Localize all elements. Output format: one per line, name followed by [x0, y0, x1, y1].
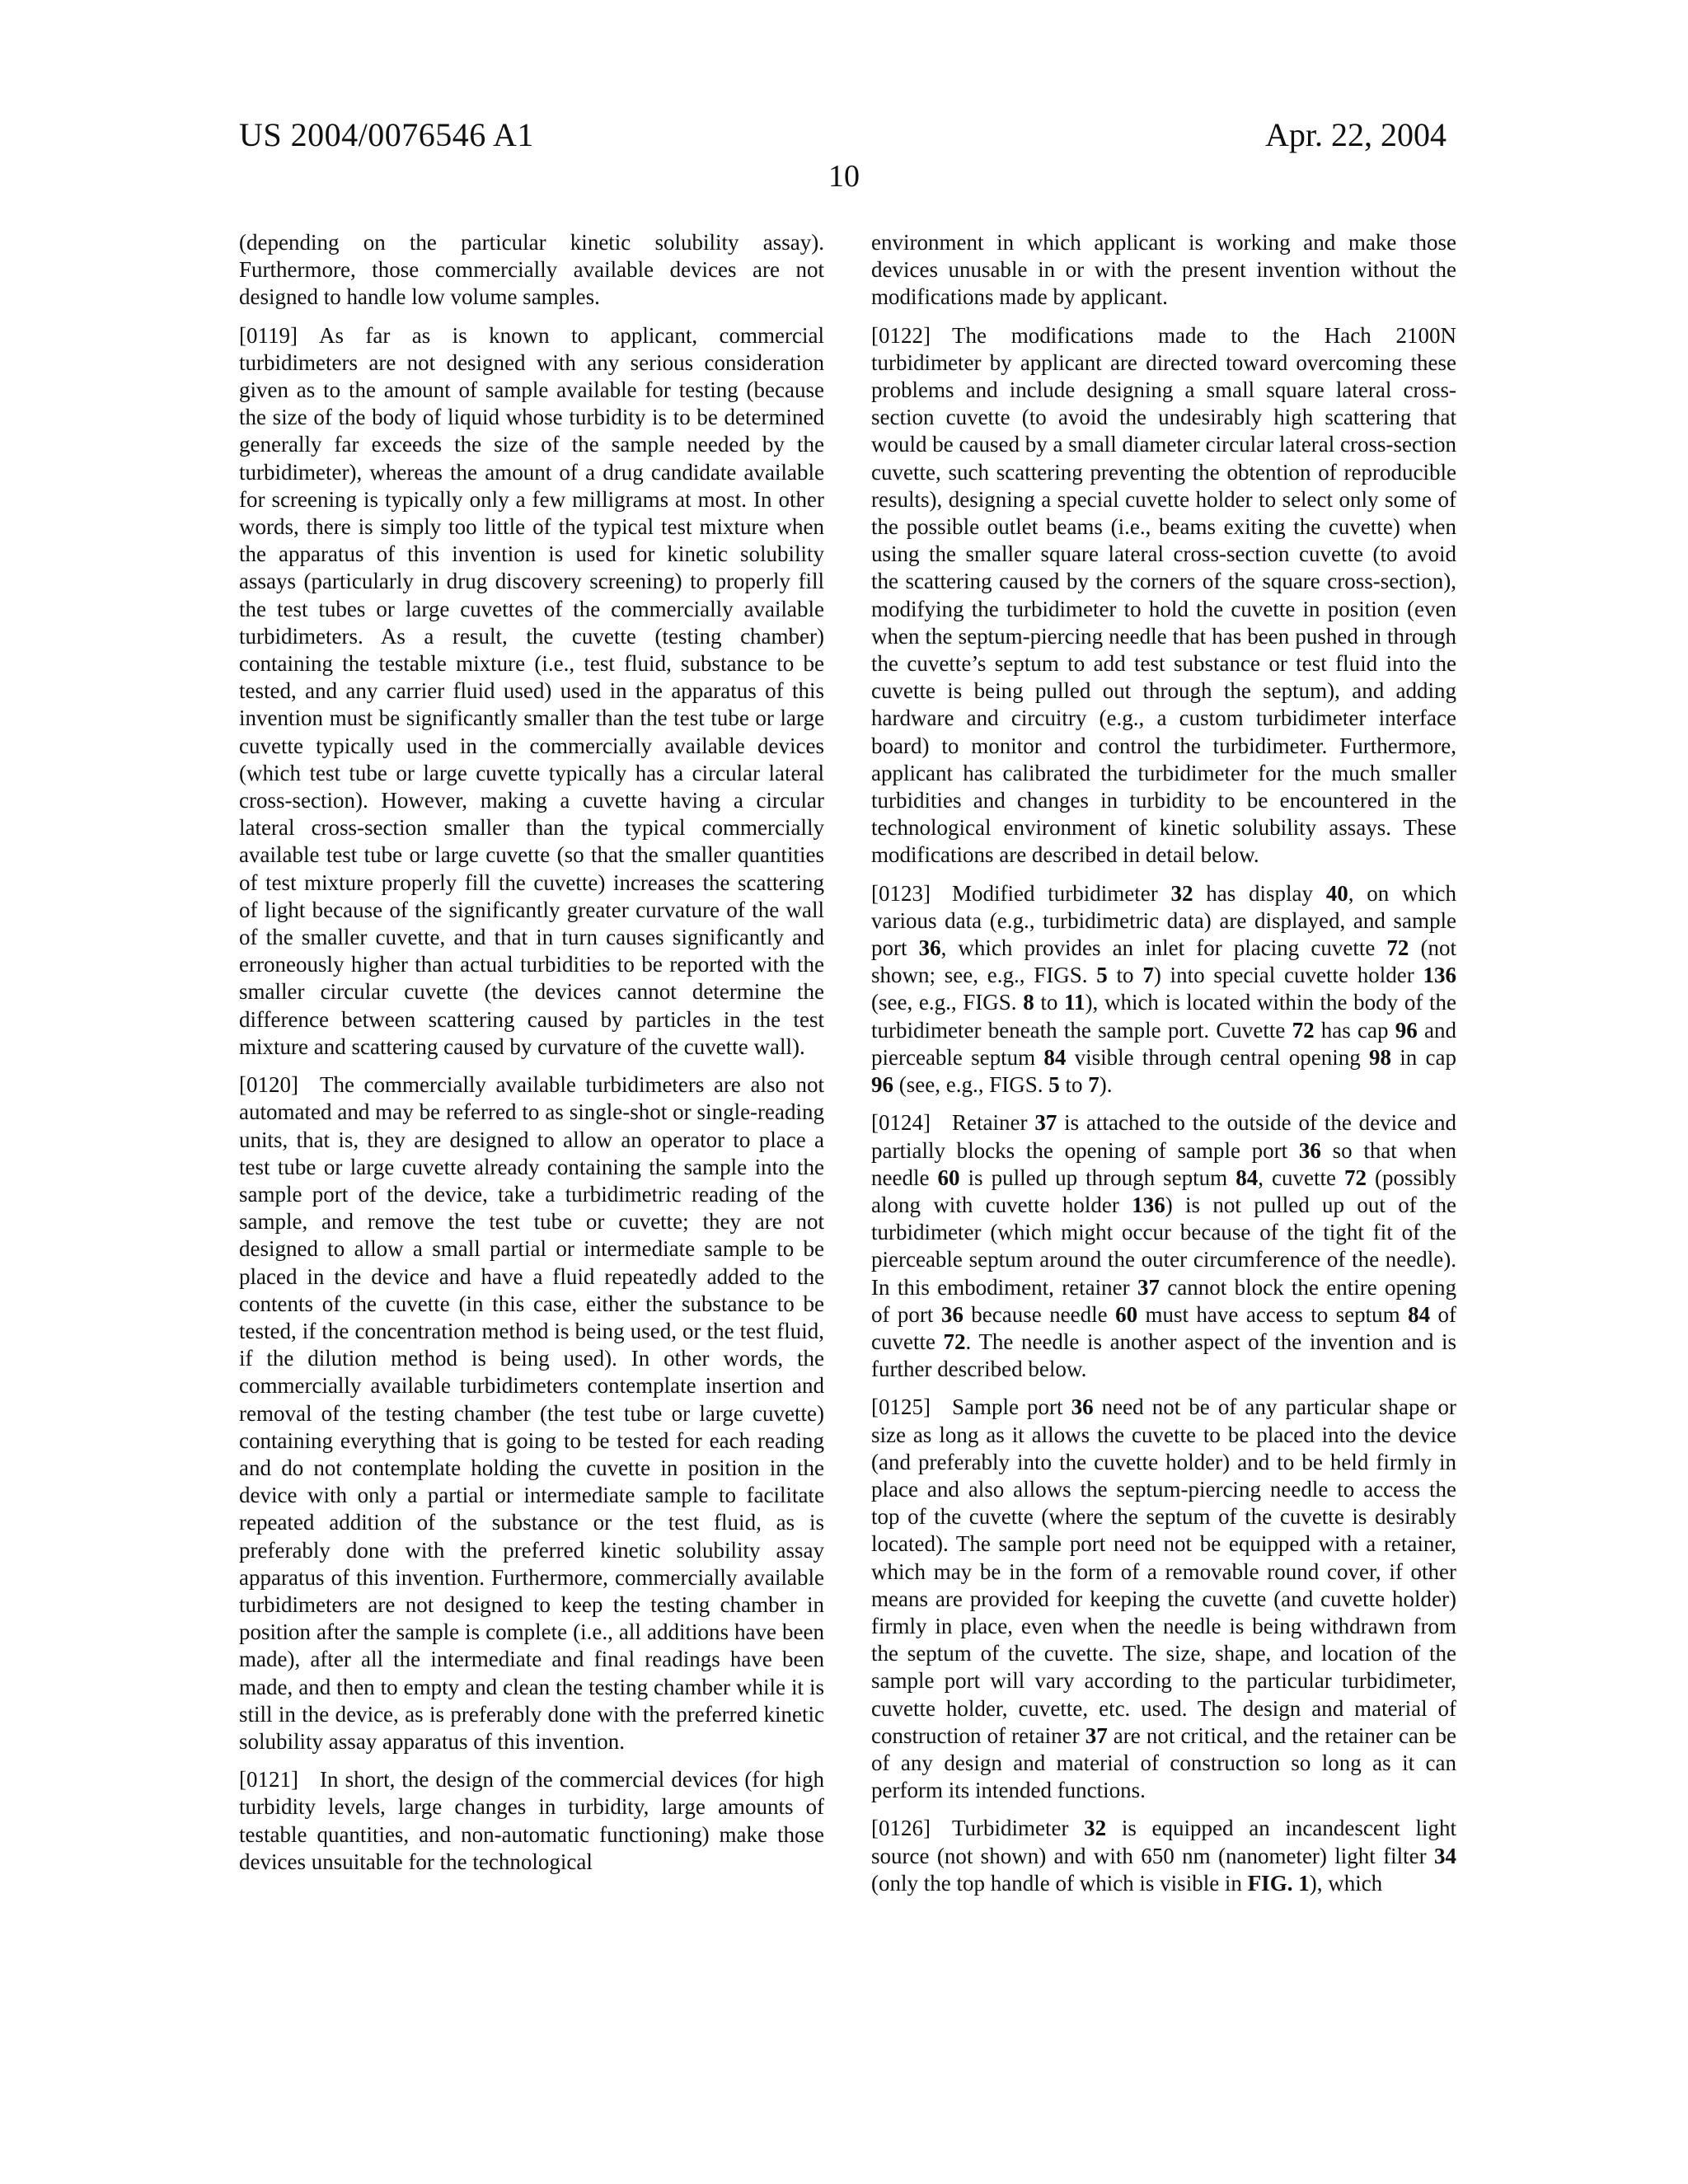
- reference-numeral: 136: [1423, 963, 1456, 988]
- reference-numeral: 36: [1071, 1394, 1094, 1420]
- figure-reference: FIG. 1: [1247, 1870, 1310, 1896]
- paragraph-0119: [239, 322, 824, 1061]
- reference-numeral: 60: [1115, 1301, 1138, 1327]
- page-number: 10: [828, 159, 860, 194]
- text-run: ) into special cuvette holder: [1153, 963, 1423, 988]
- figure-reference: 8: [1023, 990, 1034, 1015]
- text-run: Modified turbidimeter: [951, 880, 1171, 906]
- figure-reference: 5: [1048, 1072, 1060, 1098]
- reference-numeral: 84: [1236, 1165, 1259, 1190]
- figure-reference: 5: [1096, 963, 1108, 988]
- text-run: is equipped an incandescent light source (not shown) and with 650 nm (nanometer) light filter: [871, 1816, 1456, 1868]
- reference-numeral: 60: [937, 1165, 960, 1190]
- reference-numeral: 36: [1298, 1137, 1321, 1163]
- text-run: (possibly along with cuvette holder: [871, 1165, 1457, 1217]
- paragraph-0120: [239, 1071, 824, 1755]
- text-run: . The needle is another aspect of the invention and is further described below.: [871, 1329, 1456, 1382]
- text-run: to: [1107, 963, 1143, 988]
- paragraph-text: As far as is known to applicant, commercial turbidimeters are not designed with any serious consideration given as to the amount of sample available for testing (because the size of the body of liquid whose turbidity is to be determined generally far exceeds the size of the sample needed by the turbidimeter), whereas the amount of a drug candidate available for screening is typically only a few milligrams at most. In other words, there is simply too little of the typical test mixture when the apparatus of this invention is used for kinetic solubility assays (particularly in drug discovery screening) to properly fill the test tubes or large cuvettes of the commercially available turbidimeters. As a result, the cuvette (testing chamber) containing the testable mixture (i.e., test fluid, substance to be tested, and any carrier fluid used) used in the apparatus of this invention must be significantly smaller than the test tube or large cuvette typically used in the commercially available devices (which test tube or large cuvette typically has a circular lateral cross-section). However, making a cuvette having a circular lateral cross-section smaller than the typical commercially available test tube or large cuvette (so that the smaller quantities of test mixture properly fill the cuvette) increases the scattering of light because of the significantly greater curvature of the wall of the smaller cuvette, and that in turn causes significantly and erroneously higher than actual turbidities to be reported with the smaller circular cuvette (the devices cannot determine the difference between scattering caused by particles in the test mixture and scattering caused by curvature of the cuvette wall).: [239, 322, 824, 1059]
- text-run: (see, e.g., FIGS.: [893, 1072, 1049, 1098]
- reference-numeral: 37: [1085, 1722, 1108, 1748]
- reference-numeral: 96: [871, 1072, 893, 1098]
- text-run: is attached to the outside of the device and partially blocks the opening of sample port: [871, 1110, 1456, 1163]
- paragraph-number: [0122]: [871, 322, 931, 348]
- reference-numeral: 96: [1395, 1017, 1418, 1043]
- text-run: ), which is located within the body of the turbidimeter beneath the sample port. Cuvette: [871, 990, 1456, 1043]
- paragraph-text: In short, the design of the commercial devices (for high turbidity levels, large changes in turbidity, large amounts of testable quantities, and non-automatic functioning) make those devices unsuitable for the technological: [239, 1767, 824, 1874]
- paragraph-number: [0124]: [871, 1110, 931, 1136]
- continued-paragraph: (depending on the particular kinetic solubility assay). Furthermore, those commercially available devices are not designed to handle low volume samples.: [239, 230, 824, 310]
- text-run: cannot block the entire opening of port: [871, 1274, 1456, 1327]
- reference-numeral: 72: [1292, 1017, 1315, 1043]
- reference-numeral: 72: [1343, 1165, 1367, 1190]
- text-run: (only the top handle of which is visible in: [871, 1870, 1248, 1896]
- text-run: in cap: [1391, 1044, 1456, 1070]
- paragraph-number: [0126]: [871, 1816, 931, 1841]
- text-run: must have access to septum: [1137, 1301, 1409, 1327]
- paragraph-0123: [871, 880, 1456, 1099]
- figure-reference: 7: [1088, 1072, 1100, 1098]
- paragraph-number: [0123]: [871, 880, 931, 906]
- text-run: Sample port: [951, 1394, 1071, 1420]
- page-header: [239, 115, 1447, 165]
- publication-number: US 2004/0076546 A1: [239, 116, 534, 153]
- publication-date: Apr. 22, 2004: [1265, 116, 1447, 153]
- continued-paragraph: environment in which applicant is working and make those devices unusable in or with the present invention without the modifications made by applicant.: [871, 230, 1456, 310]
- paragraph-0121: [239, 1766, 824, 1876]
- text-run: Turbidimeter: [951, 1816, 1085, 1841]
- text-run: because needle: [963, 1301, 1116, 1327]
- reference-numeral: 40: [1325, 880, 1348, 906]
- figure-reference: 7: [1142, 963, 1154, 988]
- text-run: (not shown; see, e.g., FIGS.: [871, 935, 1456, 988]
- text-run: of cuvette: [871, 1301, 1457, 1354]
- text-run: so that when needle: [871, 1137, 1457, 1190]
- text-run: visible through central opening: [1066, 1044, 1370, 1070]
- paragraph-0125: [871, 1394, 1456, 1804]
- paragraph-text: The commercially available turbidimeters are also not automated and may be referred to as single-shot or single-reading units, that is, they are designed to allow an operator to place a test tube or large cuvette already containing the sample into the sample port of the device, take a turbidimetric reading of the sample, and remove the test tube or cuvette; they are not designed to allow a small partial or intermediate sample to be placed in the device and have a fluid repeatedly added to the contents of the cuvette (in this case, either the substance to be tested, if the concentration method is being used, or the test fluid, if the dilution method is being used). In other words, the commercially available turbidimeters contemplate insertion and removal of the testing chamber (the test tube or large cuvette) containing everything that is going to be tested for each reading and do not contemplate holding the cuvette in position in the device with only a partial or intermediate sample to facilitate repeated addition of the substance or the test fluid, as is preferably done with the preferred kinetic solubility assay apparatus of this invention. Furthermore, commercially available turbidimeters are not designed to keep the testing chamber in position after the sample is complete (i.e., all additions have been made), after all the intermediate and final readings have been made, and then to empty and clean the testing chamber while it is still in the device, as is preferably done with the preferred kinetic solubility assay apparatus of this invention.: [239, 1072, 824, 1754]
- figure-reference: 11: [1064, 990, 1085, 1015]
- paragraph-0126: [871, 1815, 1456, 1897]
- paragraph-number: [0120]: [239, 1072, 298, 1098]
- text-run: is pulled up through septum: [959, 1165, 1236, 1190]
- text-run: are not critical, and the retainer can be of any design and material of construction so long as it can perform its intended functions.: [871, 1722, 1456, 1803]
- reference-numeral: 32: [1170, 880, 1193, 906]
- text-run: , cuvette: [1258, 1165, 1344, 1190]
- text-run: need not be of any particular shape or size as long as it allows the cuvette to be placed into the device (and preferably into the cuvette holder) and to be held firmly in place and also allows the septum-piercing needle to access the top of the cuvette (where the septum of the cuvette is desirably located). The sample port need not be equipped with a retainer, which may be in the form of a removable round cover, if other means are provided for keeping the cuvette (and cuvette holder) firmly in place, even when the needle is being withdrawn from the septum of the cuvette. The size, shape, and location of the sample port will vary according to the particular turbidimeter, cuvette holder, cuvette, etc. used. The design and material of construction of retainer: [871, 1394, 1456, 1748]
- paragraph-number: [0119]: [239, 322, 298, 348]
- text-run: , on which various data (e.g., turbidimetric data) are displayed, and sample port: [871, 880, 1456, 961]
- paragraph-text: The modifications made to the Hach 2100N turbidimeter by applicant are directed toward overcoming these problems and include designing a small square lateral cross-section cuvette (to avoid the undesirably high scattering that would be caused by a small diameter circular lateral cross-section cuvette, such scattering preventing the obtention of reproducible results), designing a special cuvette holder to select only some of the possible outlet beams (i.e., beams exiting the cuvette) when using the smaller square lateral cross-section cuvette (to avoid the scattering caused by the corners of the square cross-section), modifying the turbidimeter to hold the cuvette in position (even when the septum-piercing needle that has been pushed in through the cuvette’s septum to add test substance or test fluid into the cuvette is being pulled out through the septum), and adding hardware and circuitry (e.g., a custom turbidimeter interface board) to monitor and control the turbidimeter. Furthermore, applicant has calibrated the turbidimeter for the much smaller turbidities and changes in turbidity to be encountered in the technological environment of kinetic solubility assays. These modifications are described in detail below.: [871, 322, 1456, 868]
- text-run: Retainer: [951, 1110, 1035, 1136]
- text-run: ) is not pulled up out of the turbidimeter (which might occur because of the tight fit of the pierceable septum around the outer circumference of the needle). In this embodiment, retainer: [871, 1192, 1456, 1300]
- reference-numeral: 72: [943, 1329, 966, 1354]
- text-run: (see, e.g., FIGS.: [871, 990, 1024, 1015]
- left-column: [239, 229, 824, 1886]
- reference-numeral: 37: [1034, 1110, 1057, 1136]
- text-run: ), which: [1309, 1870, 1383, 1896]
- reference-numeral: 36: [918, 935, 941, 961]
- text-run: to: [1034, 990, 1065, 1015]
- reference-numeral: 34: [1434, 1843, 1456, 1868]
- text-run: ).: [1099, 1072, 1113, 1098]
- paragraph-number: [0125]: [871, 1394, 931, 1420]
- text-run: , which provides an inlet for placing cuvette: [940, 935, 1387, 961]
- reference-numeral: 37: [1137, 1274, 1160, 1300]
- text-run: has display: [1193, 880, 1326, 906]
- reference-numeral: 36: [940, 1301, 964, 1327]
- reference-numeral: 136: [1132, 1192, 1165, 1217]
- paragraph-0124: [871, 1109, 1456, 1383]
- reference-numeral: 32: [1084, 1816, 1107, 1841]
- reference-numeral: 84: [1043, 1044, 1067, 1070]
- text-run: and pierceable septum: [871, 1017, 1456, 1070]
- reference-numeral: 84: [1408, 1301, 1431, 1327]
- right-column: [871, 229, 1456, 1908]
- paragraph-number: [0121]: [239, 1767, 298, 1793]
- paragraph-0122: [871, 322, 1456, 869]
- reference-numeral: 98: [1369, 1044, 1392, 1070]
- text-run: to: [1059, 1072, 1089, 1098]
- reference-numeral: 72: [1386, 935, 1409, 961]
- text-run: has cap: [1314, 1017, 1395, 1043]
